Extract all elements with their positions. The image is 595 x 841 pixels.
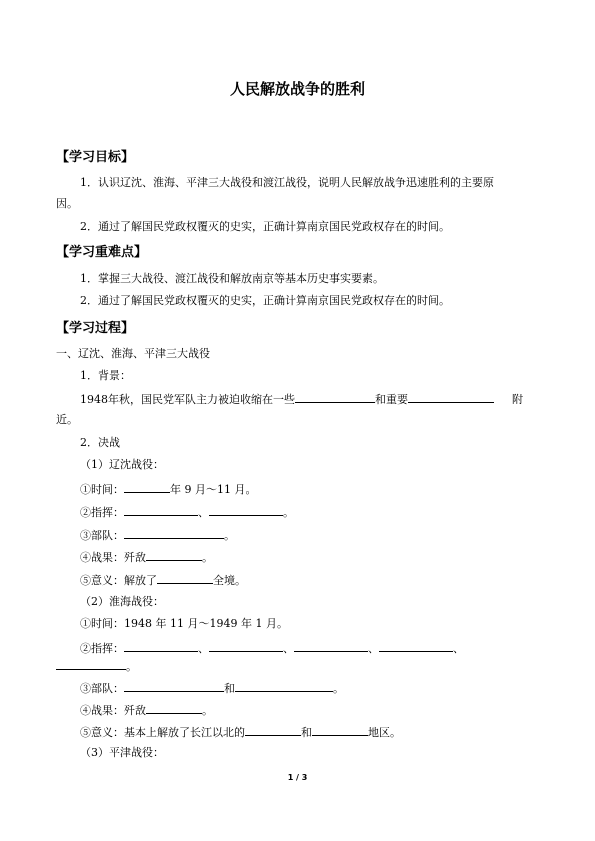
- background-text-b: 和重要: [375, 393, 408, 406]
- fill-blank[interactable]: [235, 680, 333, 692]
- label: 、: [453, 642, 464, 655]
- huaihai-troops: [80, 680, 344, 696]
- huaihai-command-cont: [56, 658, 137, 674]
- background-text-c: 附: [512, 393, 523, 406]
- huaihai-time: ①时间：1948 年 11 月～1949 年 1 月。: [80, 617, 288, 630]
- keypoint-item-2: 2．通过了解国民党政权覆灭的史实，正确计算南京国民党政权存在的时间。: [80, 294, 450, 307]
- label: 。: [202, 551, 213, 564]
- part1-title: 一、辽沈、淮海、平津三大战役: [56, 347, 210, 360]
- huaihai-title: （2）淮海战役：: [80, 595, 164, 608]
- label: ③部队：: [80, 529, 124, 542]
- fill-blank[interactable]: [124, 640, 198, 652]
- label: 、: [283, 642, 294, 655]
- label: 地区。: [368, 726, 401, 739]
- huaihai-meaning: [80, 724, 401, 740]
- fill-blank[interactable]: [146, 702, 202, 714]
- label: 年 9 月～11 月。: [170, 483, 257, 496]
- background-text-cont: 近。: [56, 413, 78, 426]
- fill-blank[interactable]: [379, 640, 453, 652]
- liaoshen-meaning: [80, 572, 246, 588]
- fill-blank[interactable]: [408, 391, 494, 403]
- battle-title: 2．决战: [80, 436, 120, 449]
- huaihai-result: [80, 702, 213, 718]
- fill-blank[interactable]: [124, 481, 170, 493]
- label: 、: [198, 642, 209, 655]
- keypoint-item-1: 1．掌握三大战役、渡江战役和解放南京等基本历史事实要素。: [80, 272, 384, 285]
- label: 。: [333, 682, 344, 695]
- label: 全境。: [213, 574, 246, 587]
- section-heading-goals: 【学习目标】: [56, 150, 135, 165]
- label: 、: [198, 506, 209, 519]
- goal-item-2: 2．通过了解国民党政权覆灭的史实，正确计算南京国民党政权存在的时间。: [80, 220, 450, 233]
- fill-blank[interactable]: [312, 724, 368, 736]
- label: 。: [224, 529, 235, 542]
- fill-blank[interactable]: [124, 504, 198, 516]
- label: 和: [224, 682, 235, 695]
- fill-blank[interactable]: [294, 640, 368, 652]
- fill-blank[interactable]: [209, 640, 283, 652]
- fill-blank[interactable]: [56, 658, 126, 670]
- label: ②指挥：: [80, 642, 124, 655]
- huaihai-command: [80, 640, 464, 656]
- label: ⑤意义：基本上解放了长江以北的: [80, 726, 245, 739]
- label: 。: [202, 704, 213, 717]
- page-title: 人民解放战争的胜利: [229, 80, 365, 98]
- fill-blank[interactable]: [295, 391, 375, 403]
- liaoshen-result: [80, 549, 213, 565]
- label: 。: [126, 660, 137, 673]
- section-heading-keypoints: 【学习重难点】: [56, 245, 148, 260]
- label: ③部队：: [80, 682, 124, 695]
- pingjin-title: （3）平津战役：: [80, 746, 164, 759]
- section-heading-process: 【学习过程】: [56, 321, 135, 336]
- label: 、: [368, 642, 379, 655]
- fill-blank[interactable]: [157, 572, 213, 584]
- fill-blank[interactable]: [245, 724, 301, 736]
- fill-blank[interactable]: [124, 527, 224, 539]
- goal-item-1-cont: 因。: [56, 197, 78, 210]
- label: ②指挥：: [80, 506, 124, 519]
- liaoshen-title: （1）辽沈战役：: [80, 458, 164, 471]
- fill-blank[interactable]: [146, 549, 202, 561]
- background-text-a: 1948年秋，国民党军队主力被迫收缩在一些: [80, 393, 295, 406]
- label: ④战果：歼敌: [80, 704, 146, 717]
- goal-item-1: 1．认识辽沈、淮海、平津三大战役和渡江战役，说明人民解放战争迅速胜利的主要原: [80, 176, 494, 189]
- label: ⑤意义：解放了: [80, 574, 157, 587]
- label: 和: [301, 726, 312, 739]
- background-text: [80, 391, 523, 407]
- page-number: 1 / 3: [287, 773, 308, 782]
- label: ④战果：歼敌: [80, 551, 146, 564]
- fill-blank[interactable]: [124, 680, 224, 692]
- background-title: 1．背景：: [80, 369, 131, 382]
- fill-blank[interactable]: [209, 504, 283, 516]
- liaoshen-time: [80, 481, 257, 497]
- label: ①时间：: [80, 483, 124, 496]
- label: 。: [283, 506, 294, 519]
- liaoshen-troops: [80, 527, 235, 543]
- liaoshen-command: [80, 504, 294, 520]
